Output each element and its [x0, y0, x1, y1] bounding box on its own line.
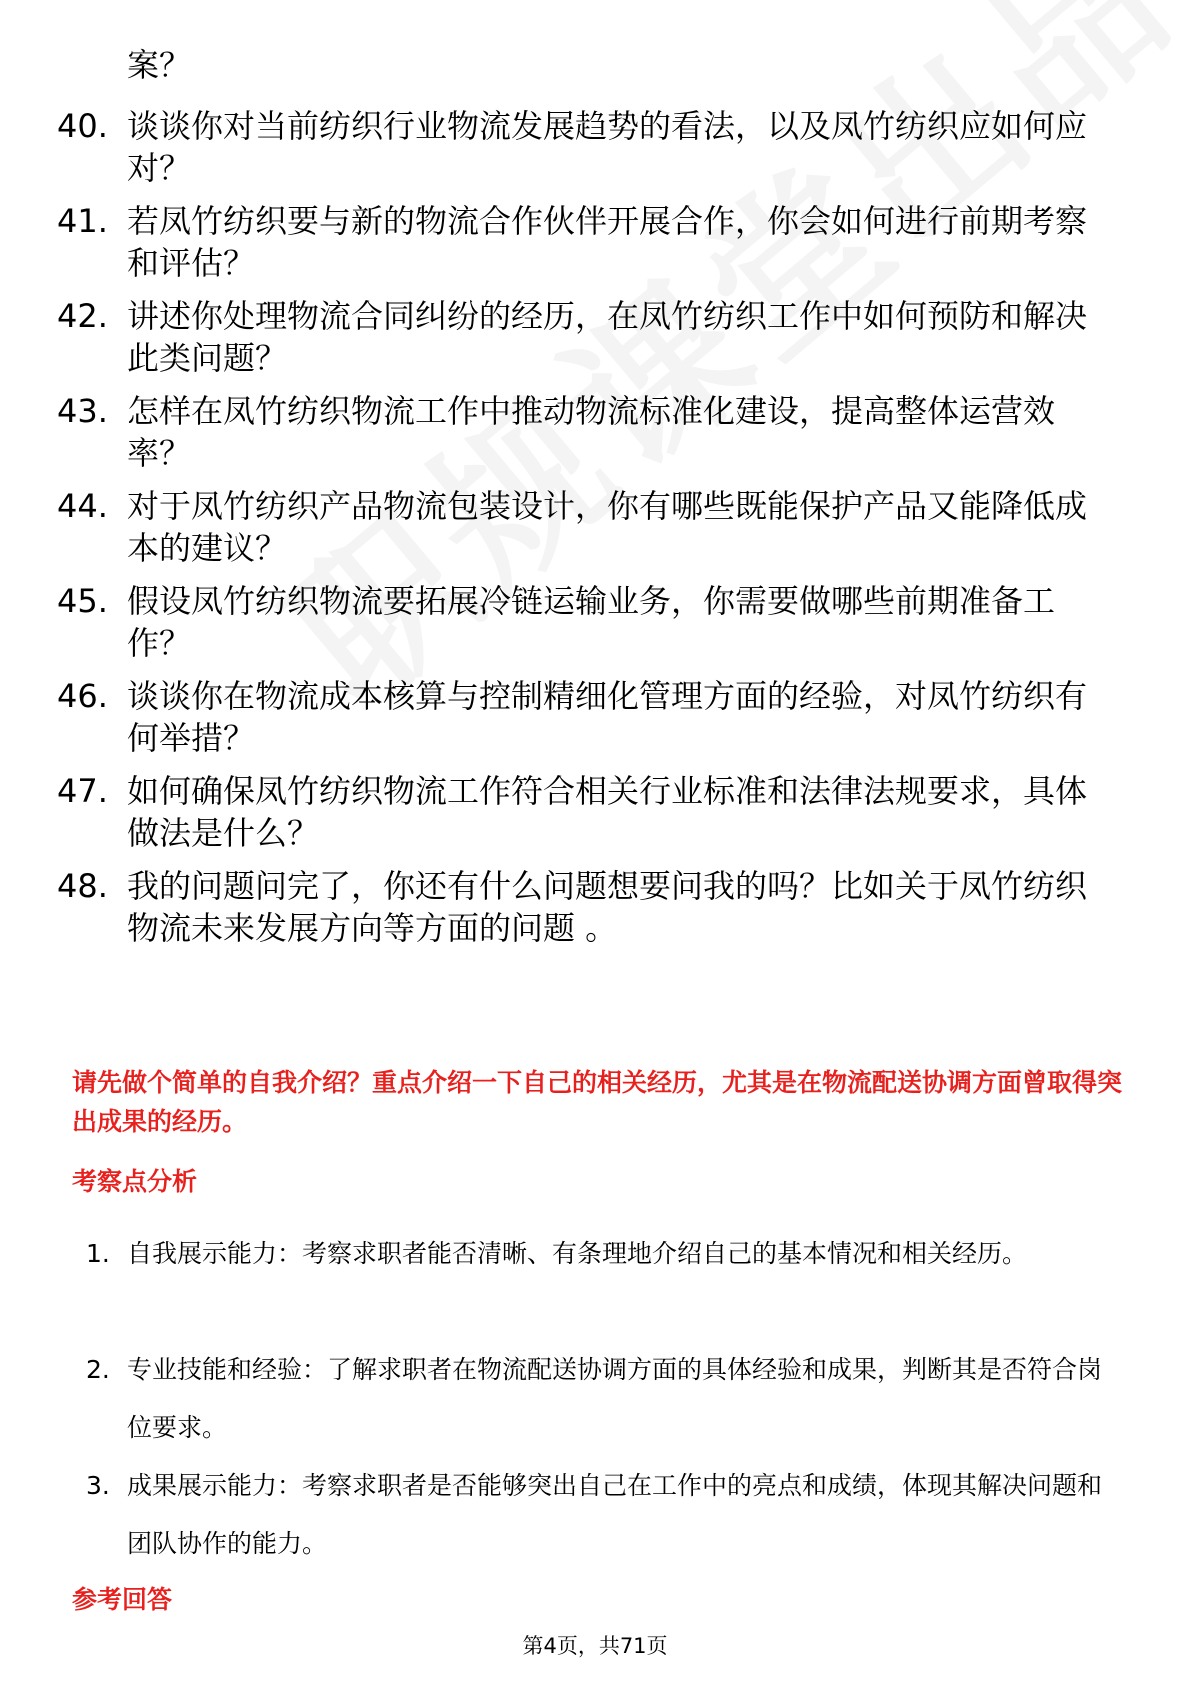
analysis-number: 2.: [86, 1355, 110, 1384]
analysis-number: 3.: [86, 1471, 110, 1500]
question-number: 47.: [57, 772, 108, 810]
question-number: 43.: [57, 392, 108, 430]
question-text: 对于凤竹纺织产品物流包装设计，你有哪些既能保护产品又能降低成本的建议？: [127, 487, 1088, 567]
analysis-heading: 考察点分析: [72, 1167, 198, 1196]
question-text: 若凤竹纺织要与新的物流合作伙伴开展合作，你会如何进行前期考察和评估？: [127, 202, 1088, 282]
question-number: 42.: [57, 297, 108, 335]
question-text: 怎样在凤竹纺织物流工作中推动物流标准化建设，提高整体运营效率？: [127, 392, 1056, 472]
question-number: 40.: [57, 107, 108, 145]
analysis-text: 自我展示能力：考察求职者能否清晰、有条理地介绍自己的基本情况和相关经历。: [127, 1239, 1028, 1268]
question-number: 48.: [57, 867, 108, 905]
question-text: 假设凤竹纺织物流要拓展冷链运输业务，你需要做哪些前期准备工作？: [127, 582, 1056, 662]
question-text: 谈谈你对当前纺织行业物流发展趋势的看法，以及凤竹纺织应如何应对？: [127, 107, 1088, 187]
featured-question: 请先做个简单的自我介绍？重点介绍一下自己的相关经历，尤其是在物流配送协调方面曾取得突出成果的经历。: [72, 1068, 1123, 1136]
question-text: 如何确保凤竹纺织物流工作符合相关行业标准和法律法规要求，具体做法是什么？: [127, 772, 1088, 852]
question-number: 45.: [57, 582, 108, 620]
question-text: 谈谈你在物流成本核算与控制精细化管理方面的经验，对凤竹纺织有何举措？: [127, 677, 1088, 757]
question-text: 我的问题问完了，你还有什么问题想要问我的吗？比如关于凤竹纺织物流未来发展方向等方面的问题 。: [127, 867, 1088, 947]
page-footer: 第4页，共71页: [522, 1634, 668, 1658]
analysis-number: 1.: [86, 1239, 110, 1268]
question-number: 46.: [57, 677, 108, 715]
question-text: 讲述你处理物流合同纠纷的经历，在凤竹纺织工作中如何预防和解决此类问题？: [127, 297, 1088, 377]
question-number: 41.: [57, 202, 108, 240]
analysis-text: 成果展示能力：考察求职者是否能够突出自己在工作中的亮点和成绩，体现其解决问题和团队协作的能力。: [127, 1471, 1103, 1558]
analysis-text: 专业技能和经验：了解求职者在物流配送协调方面的具体经验和成果，判断其是否符合岗位要求。: [127, 1355, 1103, 1442]
question-number: 44.: [57, 487, 108, 525]
answer-heading: 参考回答: [72, 1585, 173, 1614]
question-continuation: 案？: [127, 46, 192, 84]
